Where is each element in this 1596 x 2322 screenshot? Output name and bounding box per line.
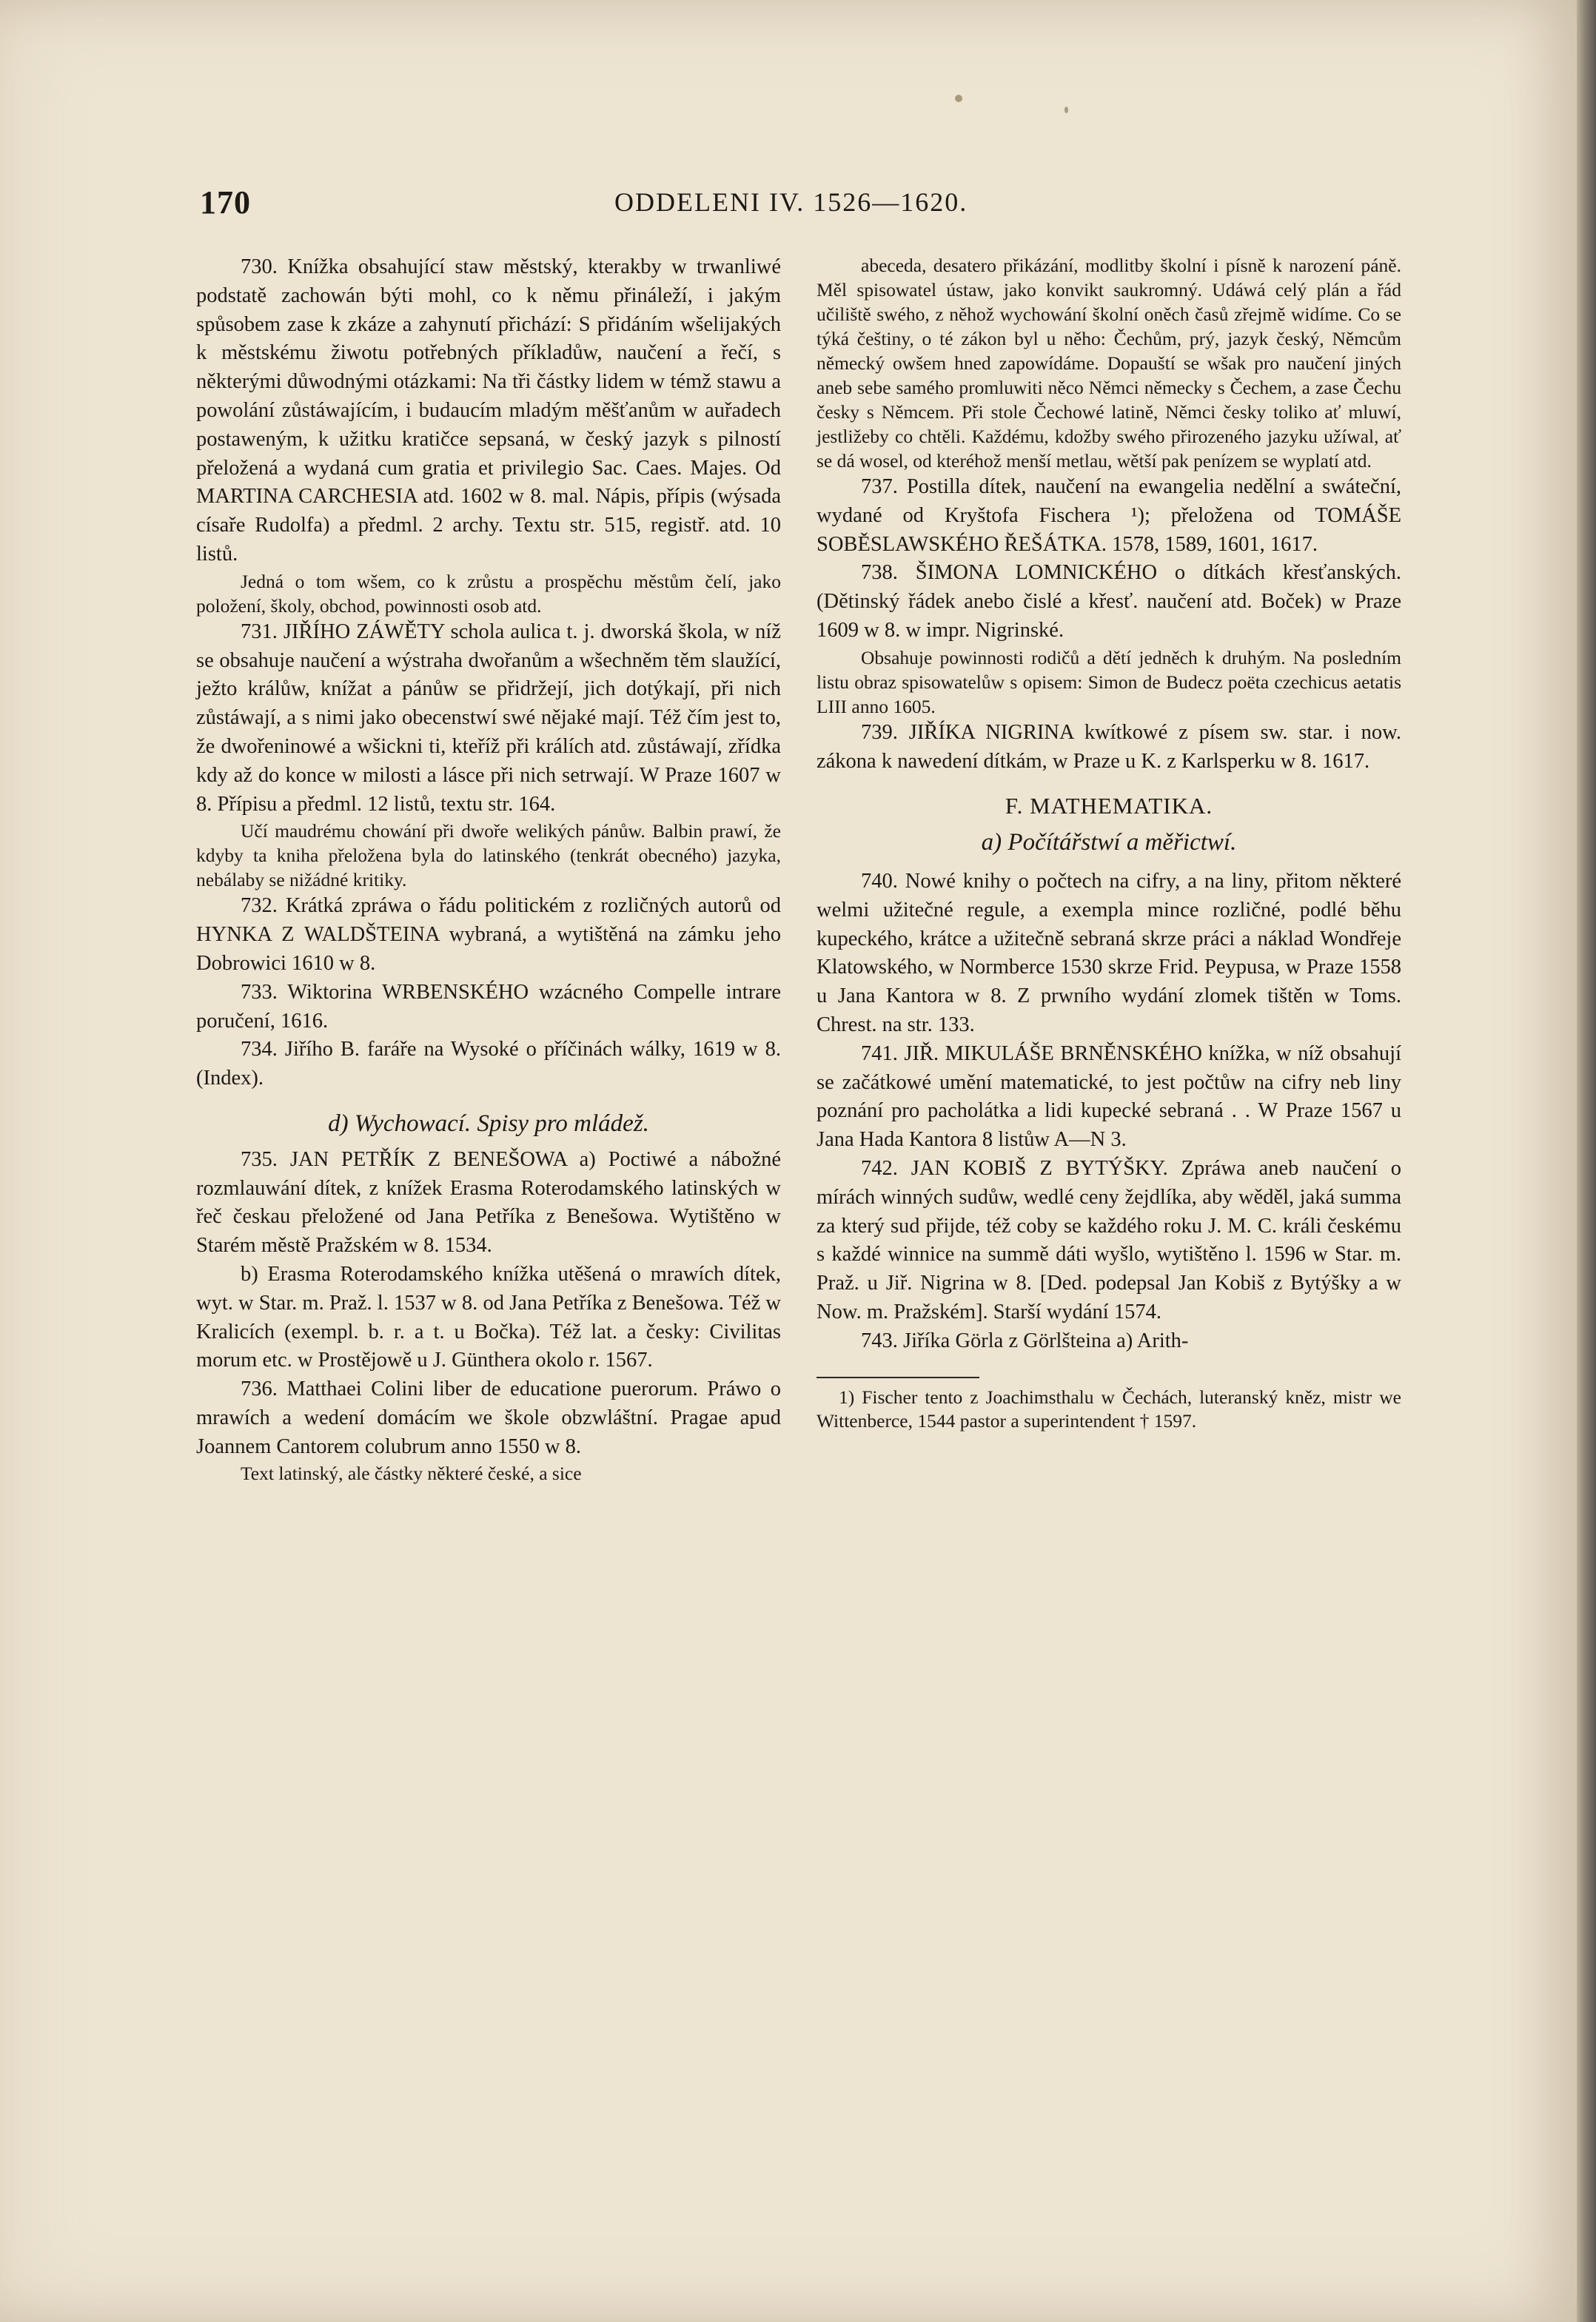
left-column [196, 253, 781, 1486]
entry-paragraph: 742. JAN KOBIŠ Z BYTÝŠKY. Zpráwa aneb naučení o mírách winných sudůw, wedlé ceny žejdlíka, aby wěděl, jaká summa za který sud přijde, též coby se každého roku J. M. C. králi českému s každé winnice na summě dáti wyšlo, wytištěno l. 1596 w Star. m. Praž. u Jiř. Nigrina w 8. [Ded. podepsal Jan Kobiš z Bytýšky a w Now. m. Pražském]. Starší wydání 1574. [817, 1156, 1401, 1323]
section-heading: d) Wychowací. Spisy pro mládež. [328, 1110, 649, 1137]
entry-note: Text latinský, ale částky některé české, a sice [241, 1463, 582, 1485]
paper-spot [1064, 107, 1068, 113]
section-heading: F. MATHEMATIKA. [1005, 793, 1213, 819]
subsection-heading: a) Počítářstwí a měřictwí. [981, 829, 1237, 856]
running-head: ODDELENI IV. 1526—1620. [614, 187, 968, 217]
entry-paragraph: 737. Postilla dítek, naučení na ewangelia nedělní a swáteční, wydané od Kryštofa Fischera ¹); přeložena od TOMÁŠE SOBĚSLAWSKÉHO ŘEŠÁTKA. 1578, 1589, 1601, 1617. [817, 475, 1401, 556]
entry-paragraph: 739. JIŘÍKA NIGRINA kwítkowé z písem sw. star. i now. zákona k nawedení dítkám, w Praze u K. z Karlsperku w 8. 1617. [817, 720, 1401, 773]
page-edge [1577, 0, 1596, 2322]
paper-spot [955, 95, 962, 102]
entry-paragraph: 734. Jiřího B. faráře na Wysoké o příčinách wálky, 1619 w 8. (Index). [196, 1038, 781, 1090]
entry-paragraph: 736. Matthaei Colini liber de educatione puerorum. Práwo o mrawích a wedení domácím we škole obzwláštní. Pragae apud Joannem Cantorem colubrum anno 1550 w 8. [196, 1378, 781, 1458]
footnote-rule [817, 1377, 979, 1378]
entry-paragraph: 735. JAN PETŘÍK Z BENEŠOWA a) Poctiwé a nábožné rozmlauwání dítek, z knížek Erasma Roterodamského latinských w řeč českau přeložené od Jana Petříka z Benešowa. Wytištěno w Starém městě Pražském w 8. 1534. [196, 1147, 781, 1258]
entry-note: Jedná o tom wšem, co k zrůstu a prospěchu městům čelí, jako položení, školy, obchod, powinnosti osob atd. [196, 570, 781, 617]
entry-paragraph: 741. JIŘ. MIKULÁŠE BRNĚNSKÉHO knížka, w níž obsahují se začátkowé umění matematické, to jest počtůw na cifry neb liny poznání pro pacholátka a lidi kupecké sebraná . . W Praze 1567 u Jana Hada Kantora 8 listůw A—N 3. [817, 1041, 1401, 1152]
entry-paragraph: 738. ŠIMONA LOMNICKÉHO o dítkách křesťanských. (Dětinský řádek anebo čislé a křesť. naučení atd. Boček) w Praze 1609 w 8. w impr. Nigrinské. [817, 561, 1401, 642]
entry-paragraph: b) Erasma Roterodamského knížka utěšená o mrawích dítek, wyt. w Star. m. Praž. l. 1537 w 8. od Jana Petříka z Benešowa. Též w Kralicích (exempl. b. r. a t. u Bočka). Též lat. a česky: Civilitas morum etc. w Prostějowě u J. Günthera okolo r. 1567. [196, 1262, 781, 1372]
entry-paragraph: 732. Krátká zpráwa o řádu politickém z rozličných autorů od HYNKA Z WALDŠTEINA wybraná, a wytištěná na zámku jeho Dobrowici 1610 w 8. [196, 894, 781, 975]
entry-note: Obsahuje powinnosti rodičů a dětí jedněch k druhým. Na posledním listu obraz spisowatelůw s opisem: Simon de Budecz poëta czechicus aetatis LIII anno 1605. [817, 646, 1401, 717]
entry-paragraph: 730. Knížka obsahující staw městský, kterakby w trwanliwé podstatě zachowán býti mohl, co k němu přináleží, i jakým spůsobem zase k zkáze a zahynutí přichází: S přidáním wšelijakých k městskému žiwotu potřebných příkladůw, naučení a řečí, s některými důwodnými otázkami: Na tři částky lidem w témž stawu a powolání zůstáwajícím, i budaucím mladým měšťanům w auřadech postaweným, k užitku kratičce sepsaná, w český jazyk s pilností přeložená a wydaná cum gratia et privilegio Sac. Caes. Majes. Od MARTINA CARCHESIA atd. 1602 w 8. mal. Nápis, přípis (wýsada císaře Rudolfa) a předml. 2 archy. Textu str. 515, registř. atd. 10 listů. [196, 255, 781, 566]
entry-paragraph: 743. Jiříka Görla z Görlšteina a) Arith- [861, 1329, 1189, 1352]
right-column [817, 253, 1401, 1433]
footnote: 1) Fischer tento z Joachimsthalu w Čechách, luteranský kněz, mistr we Wittenberce, 1544 pastor a superintendent † 1597. [817, 1386, 1401, 1432]
entry-paragraph: 740. Nowé knihy o počtech na cifry, a na liny, přitom některé welmi užitečné regule, a exempla mince rozličné, podlé běhu kupeckého, krátce a užitečně sebraná skrze práci a náklad Wondřeje Klatowského, w Normberce 1530 skrze Frid. Peypusa, w Praze 1558 u Jana Kantora w 8. Z prwního wydání zlomek tištěn w Toms. Chrest. na str. 133. [817, 869, 1401, 1036]
entry-note: Učí maudrému chowání při dwoře welikých pánůw. Balbin prawí, že kdyby ta kniha přeložena byla do latinského (tenkrát obecného) jazyka, nebálaby se nižádné kritiky. [196, 820, 781, 891]
entry-paragraph: 733. Wiktorina WRBENSKÉHO wzácného Compelle intrare poručení, 1616. [196, 980, 781, 1033]
page-header [200, 184, 1399, 221]
page-number: 170 [200, 184, 251, 221]
entry-paragraph: 731. JIŘÍHO ZÁWĚTY schola aulica t. j. dworská škola, w níž se obsahuje naučení a wýstraha dwořanům a wšechněm těm slaužící, ježto králůw, knížat a pánůw se přidržejí, jich dotýkají, při nich zůstáwají, a s nimi jako obecenstwí swé nějaké mají. Též čím jest to, že dwořeninowé a wšickni ti, kteříž při králích atd. zůstáwají, zřídka kdy až do konce w milosti a lásce při nich setrwají. W Praze 1607 w 8. Přípisu a předml. 12 listů, textu str. 164. [196, 620, 781, 816]
entry-note: abeceda, desatero přikázání, modlitby školní i písně k narození páně. Měl spisowatel ústaw, jako konvikt saukromný. Udáwá celý plán a řád učiliště swého, z něhož wychowání školní oněch časů zřejmě widíme. Co se týká češtiny, o té zákon byl u něho: Čechům, prý, jazyk český, Němcům německý owšem hned zapowídáme. Dopauští se wšak pro naučení jiných aneb sebe samého promluwiti něco Němci německy s Čechem, a zase Čechu česky s Němcem. Při stole Čechowé latině, Němci česky toliko ať mluwí, jestližeby co chtěli. Každému, kdožby swého přirozeného jazyku užíwal, ať se dá wosel, od kteréhož menší metlau, wětší pak penízem se wyplatí atd. [817, 255, 1401, 472]
